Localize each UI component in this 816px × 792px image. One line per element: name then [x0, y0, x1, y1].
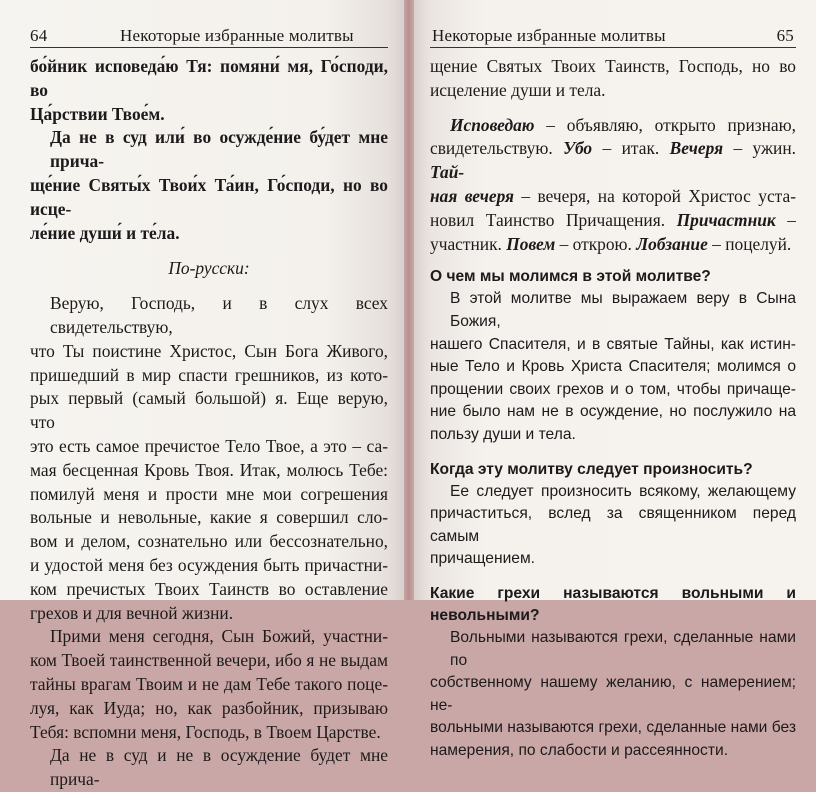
text-line: ком Твоей таинственной вечери, ибо я не выдам	[30, 650, 388, 671]
slavonic-para2	[30, 126, 388, 174]
text-line: прощении своих грехов и о том, чтобы причаще-	[430, 380, 796, 398]
text-line: причащением.	[430, 550, 535, 568]
book-gutter	[404, 0, 414, 600]
text-line: Ее следует произносить всякому, желающему	[450, 482, 796, 500]
glossary-def: – объявляю, открыто признаю,	[534, 114, 796, 135]
russian-translation-para2	[30, 625, 388, 744]
glossary-term: Тай-	[430, 162, 465, 183]
glossary-def: –	[775, 209, 796, 230]
glossary-term: ная вечеря	[430, 185, 515, 206]
glossary-def: свидетельствую.	[430, 138, 564, 159]
answer-text	[430, 627, 796, 763]
glossary-block	[430, 114, 796, 257]
glossary-line	[430, 233, 796, 257]
glossary-term: Лобзание	[636, 233, 708, 254]
slavonic-line: бо́йник исповеда́ю Тя: помяни́ мя, Го́споди, во	[30, 56, 388, 100]
text-line: Верую, Господь, и в слух всех свидетельствую,	[50, 293, 388, 337]
text-line: Прими меня сегодня, Сын Божий, участни-	[50, 626, 388, 647]
text-line: В этой молитве мы выражаем веру в Сына Божия,	[450, 290, 796, 330]
glossary-term: Вечеря	[669, 138, 724, 159]
left-page	[0, 0, 404, 790]
glossary-term: Повем	[506, 233, 556, 254]
glossary-def: – вечеря, на которой Христос уста-	[514, 185, 796, 206]
right-header-rule	[430, 47, 796, 48]
text-line: помилуй меня и прости мне мои согрешения	[30, 483, 388, 504]
right-running-title: Некоторые избранные молитвы	[432, 26, 666, 45]
left-page-number: 64	[30, 26, 48, 45]
right-page-number: 65	[776, 26, 794, 45]
question-heading: Какие грехи называются вольными и невольными?	[430, 584, 796, 624]
glossary-def: новил Таинство Причащения.	[430, 209, 677, 230]
text-line: луя, как Иуда; но, как разбойник, призываю	[30, 697, 388, 718]
text-line: пришедший в мир спасти грешников, из кото-	[30, 364, 388, 385]
glossary-def: участник.	[430, 233, 507, 254]
right-page	[414, 0, 816, 759]
text-line: исцеление души и тела.	[430, 79, 606, 100]
slavonic-line: ле́ние души́ и те́ла.	[30, 222, 180, 243]
text-line: ние было нам не в осуждение, но послужило на	[430, 403, 796, 421]
glossary-def: – итак.	[592, 138, 670, 159]
slavonic-line: ще́ние Святы́х Твои́х Та́ин, Го́споди, но во исце-	[30, 174, 388, 219]
glossary-def: – открою.	[555, 233, 637, 254]
answer-text	[430, 288, 796, 446]
left-body	[30, 55, 388, 792]
glossary-line	[430, 185, 796, 209]
text-line: пользу души и тела.	[430, 425, 576, 443]
text-line: причаститься, вслед за священником перед самым	[430, 505, 796, 545]
glossary-line	[430, 137, 796, 185]
text-line: Тебя: вспомни меня, Господь, в Твоем Царстве.	[30, 721, 381, 742]
text-line: нашего Спасителя, и в святые Тайны, как истин-	[430, 335, 796, 353]
glossary-term: Убо	[563, 138, 593, 159]
text-line: это есть самое пречистое Тело Твое, а это – са-	[30, 435, 388, 456]
text-line: ком пречистых Твоих Таинств во оставление	[30, 578, 388, 599]
glossary-term: Исповедаю	[450, 114, 535, 135]
text-line: и удостой меня без осуждения быть причастни-	[30, 554, 388, 575]
text-line: рых первый (самый большой) я. Еще верую, что	[30, 388, 388, 433]
question-heading: Когда эту молитву следует произносить?	[430, 460, 753, 478]
answer-text	[430, 481, 796, 571]
text-line: Да не в суд и не в осуждение будет мне прича-	[50, 745, 388, 790]
question-heading: О чем мы молимся в этой молитве?	[430, 268, 711, 286]
glossary-term: Причастник	[676, 209, 776, 230]
right-body	[430, 55, 796, 762]
left-header-rule	[30, 47, 388, 48]
text-line: Вольными называются грехи, сделанные нами по	[450, 628, 796, 669]
text-line: мая бесценная Кровь Твоя. Итак, молюсь Тебе:	[30, 459, 388, 480]
text-line: намерения, по слабости и рассеянности.	[430, 741, 729, 759]
text-line: собственному нашему желанию, с намерением; не-	[430, 674, 796, 714]
glossary-line	[430, 209, 796, 233]
text-line: тайны врагам Твоим и не дам Тебе такого поце-	[30, 673, 388, 694]
russian-translation-para3	[30, 744, 388, 792]
left-running-title: Некоторые избранные молитвы	[120, 26, 354, 45]
slavonic-para1	[30, 55, 388, 126]
glossary-line	[430, 114, 796, 138]
text-line: вом и делом, сознательно или бессознательно,	[30, 531, 388, 552]
slavonic-para2-cont	[30, 174, 388, 245]
slavonic-line: Ца́рствии Твое́м.	[30, 103, 165, 124]
glossary-def: – ужин.	[723, 138, 796, 159]
subheading-po-russki: По-русски:	[168, 258, 250, 279]
slavonic-line: Да не в суд или́ во осужде́ние бу́дет мне прича-	[50, 127, 388, 172]
text-line: грехов и для вечной жизни.	[30, 602, 234, 623]
glossary-def: – поцелуй.	[707, 233, 792, 254]
text-line: вольными называются грехи, сделанные нами без	[430, 719, 796, 737]
text-line: щение Святых Твоих Таинств, Господь, но во	[430, 56, 796, 76]
text-line: ные Тело и Кровь Христа Спасителя; молимся о	[430, 358, 796, 376]
russian-translation-para1	[30, 292, 388, 625]
text-line: что Ты поистине Христос, Сын Бога Живого,	[30, 340, 388, 361]
text-line: вольные и невольные, какие я совершил сло-	[30, 507, 388, 528]
